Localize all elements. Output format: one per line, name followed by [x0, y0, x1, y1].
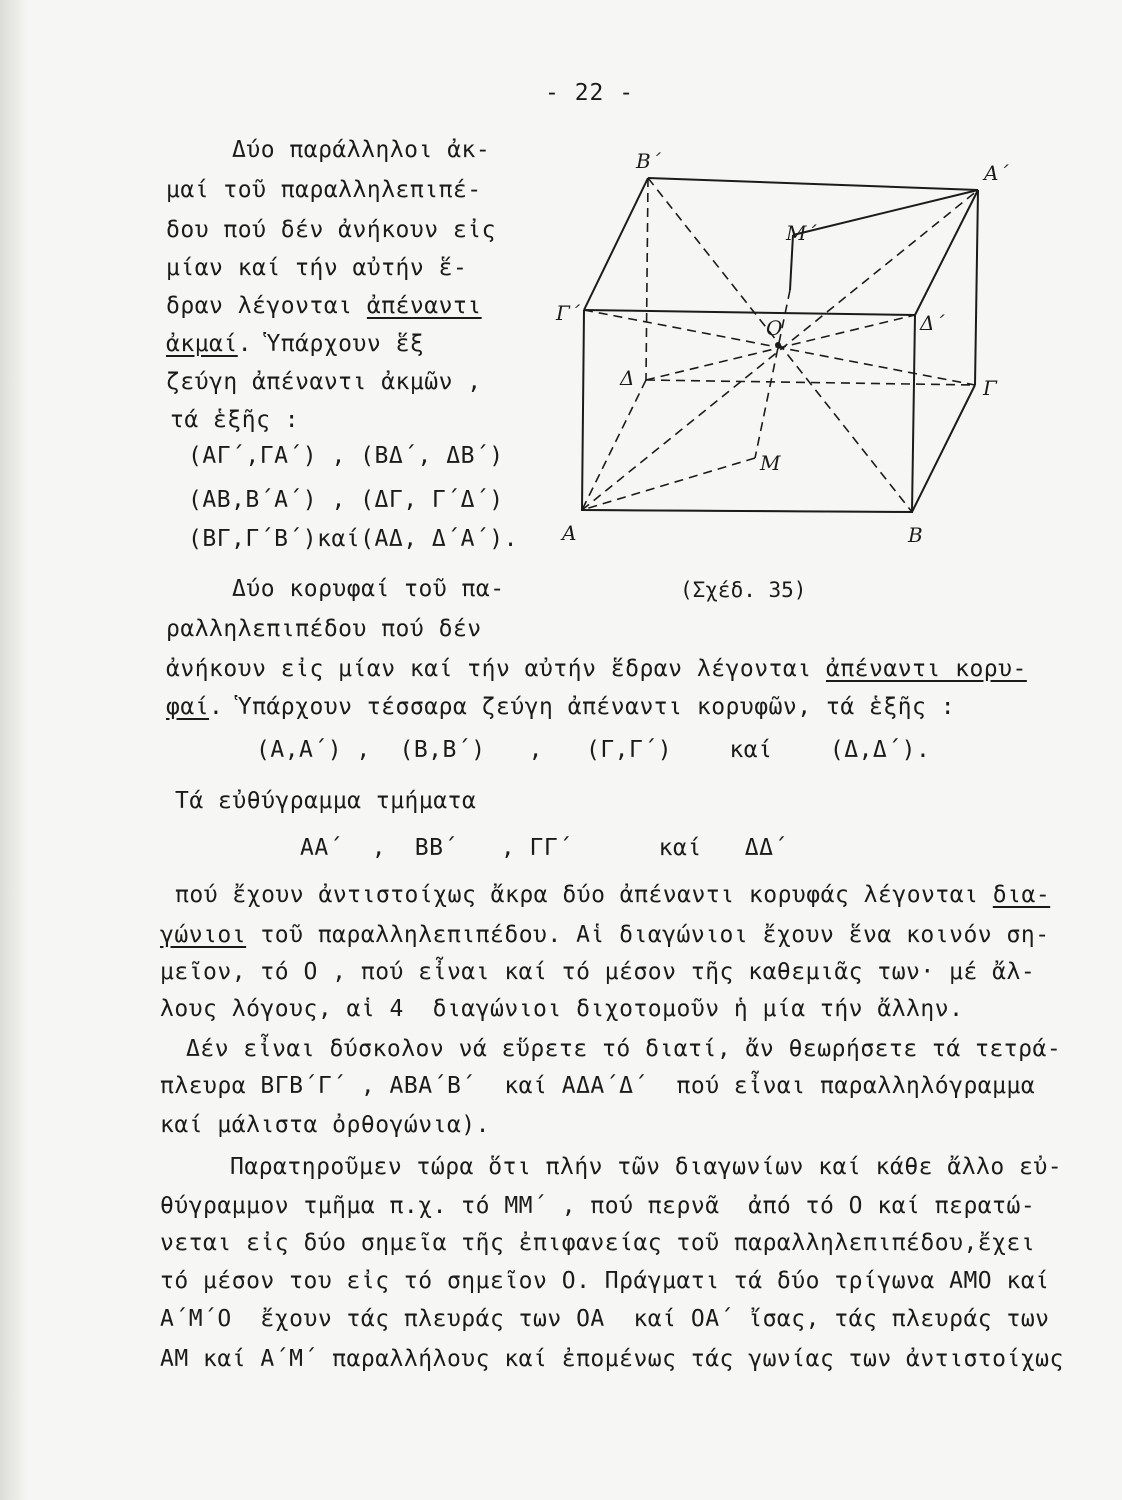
body-line-2-text: . Ὑπάρχουν τέσσαρα ζεύγη ἀπέναντι κορυφῶν, τά ἑξῆς :	[209, 694, 956, 720]
body-line-8: μεῖον, τό Ο , πού εἶναι καί τό μέσον τῆς καθεμιᾶς των· μέ ἄλ-	[160, 959, 1036, 985]
left-line-5	[166, 293, 482, 319]
edge-bp-ap	[648, 178, 978, 190]
left-line-3: δου πού δέν ἀνήκουν εἰς	[166, 217, 496, 243]
term-diagonals-end: γώνιοι	[160, 922, 247, 948]
body-line-7-text: τοῦ παραλληλεπιπέδου. Αἱ διαγώνιοι ἔχουν ἕνα κοινόν ση-	[246, 922, 1050, 948]
term-opposite-vertices: ἀπέναντι κορυ-	[825, 656, 1027, 682]
left-line-7: ζεύγη ἀπέναντι ἀκμῶν ,	[166, 369, 482, 395]
label-mp: Μ΄	[786, 221, 817, 245]
label-dp: Δ΄	[920, 311, 945, 335]
left-line-1: Δύο παράλληλοι ἀκ-	[232, 137, 491, 163]
edge-ap-dp	[915, 190, 978, 315]
body-line-18: ΑΜ καί Α΄Μ΄ παραλλήλους καί ἐπομένως τάς γωνίας των ἀντιστοίχως	[160, 1346, 1064, 1372]
left-line-12: Δύο κορυφαί τοῦ πα-	[232, 576, 505, 602]
figure-caption: (Σχέδ. 35)	[680, 578, 807, 602]
left-line-2: μαί τοῦ παραλληλεπιπέ-	[166, 177, 482, 203]
label-g: Γ	[983, 376, 997, 400]
body-line-9: λους λόγους, αἱ 4 διαγώνιοι διχοτομοῦν ἡ μία τήν ἄλλην.	[160, 996, 964, 1022]
edge-gp-bp	[584, 178, 648, 310]
body-line-15: νεται εἰς δύο σημεῖα τῆς ἐπιφανείας τοῦ παραλληλεπιπέδου,ἔχει	[160, 1230, 1036, 1256]
term-edges: ἀκμαί	[166, 331, 238, 357]
body-line-10: Δέν εἶναι δύσκολον νά εὕρετε τό διατί, ἄν θεωρήσετε τά τετρά-	[186, 1036, 1062, 1062]
left-line-6	[166, 331, 424, 357]
figure-center	[775, 342, 781, 348]
body-line-6-text: πού ἔχουν ἀντιστοίχως ἄκρα δύο ἀπέναντι κορυφάς λέγονται	[175, 882, 993, 908]
left-line-4: μίαν καί τήν αὐτήν ἕ-	[166, 255, 468, 281]
term-opposite: ἀπέναντι	[366, 293, 482, 319]
edge-pairs-3: (ΒΓ,Γ΄Β΄)καί(ΑΔ, Δ΄Α΄).	[188, 526, 518, 552]
edge-pairs-1: (ΑΓ΄,ΓΑ΄) , (ΒΔ΄, ΔΒ΄)	[188, 443, 504, 469]
label-a: Α	[562, 521, 577, 545]
body-line-4: Τά εὐθύγραμμα τμήματα	[175, 788, 477, 814]
scan-edge-shadow	[0, 0, 28, 1500]
body-line-16: τό μέσον του εἰς τό σημεῖον Ο. Πράγματι τά δύο τρίγωνα ΑΜΟ καί	[160, 1268, 1050, 1294]
body-line-1	[166, 656, 1027, 682]
label-ap: Α΄	[984, 161, 1009, 185]
body-line-7	[160, 922, 1050, 948]
hidden-edge-bp-d	[646, 178, 648, 380]
body-line-12: καί μάλιστα ὀρθογώνια).	[160, 1112, 490, 1138]
page-number: - 22 -	[545, 80, 635, 106]
term-diagonals-start: δια-	[992, 882, 1051, 908]
body-line-13: Παρατηροῦμεν τώρα ὅτι πλήν τῶν διαγωνίων καί κάθε ἄλλο εὐ-	[230, 1154, 1063, 1180]
label-o: Ο	[766, 316, 783, 340]
body-line-2	[166, 694, 955, 720]
vertex-pairs: (Α,Α΄) , (Β,Β΄) , (Γ,Γ΄) καί (Δ,Δ΄).	[256, 737, 931, 763]
body-line-14: θύγραμμον τμῆμα π.χ. τό ΜΜ΄ , πού περνᾶ ἀπό τό Ο καί περατώ-	[160, 1193, 1036, 1219]
body-line-1-text: ἀνήκουν εἰς μίαν καί τήν αὐτήν ἕδραν λέγονται	[166, 656, 826, 682]
label-d: Δ	[620, 366, 635, 390]
body-line-11: πλευρα ΒΓΒ΄Γ΄ , ΑΒΑ΄Β΄ καί ΑΔΑ΄Δ΄ πού εἶναι παραλληλόγραμμα	[160, 1073, 1036, 1099]
edge-g-b	[912, 385, 975, 512]
left-line-8: τά ἑξῆς :	[170, 407, 300, 433]
segment-a-b	[582, 510, 912, 512]
term-vertices: φαί	[166, 694, 210, 720]
body-line-17: Α΄Μ΄Ο ἔχουν τάς πλευράς των ΟΑ καί ΟΑ΄ ἴσας, τάς πλευράς των	[160, 1306, 1050, 1332]
edge-ap-g	[975, 190, 978, 385]
segment-m-a	[582, 458, 755, 510]
label-gp: Γ΄	[556, 301, 580, 325]
left-line-6-text: . Ὑπάρχουν ἕξ	[237, 331, 425, 357]
body-line-6	[175, 882, 1050, 908]
edge-pairs-2: (ΑΒ,Β΄Α΄) , (ΔΓ, Γ΄Δ΄)	[188, 487, 504, 513]
left-line-5-text: δραν λέγονται	[166, 293, 367, 319]
center-point-o	[775, 342, 781, 348]
label-m: Μ	[760, 451, 781, 475]
hidden-edge-d-a	[582, 380, 646, 510]
front-face	[582, 310, 915, 512]
parallelepiped-figure	[540, 140, 1020, 560]
label-bp: Β΄	[636, 149, 661, 173]
left-line-13: ραλληλεπιπέδου πού δέν	[166, 616, 482, 642]
label-b: Β	[908, 523, 923, 547]
segment-list: ΑΑ΄ , ΒΒ΄ , ΓΓ΄ καί ΔΔ΄	[300, 835, 788, 861]
